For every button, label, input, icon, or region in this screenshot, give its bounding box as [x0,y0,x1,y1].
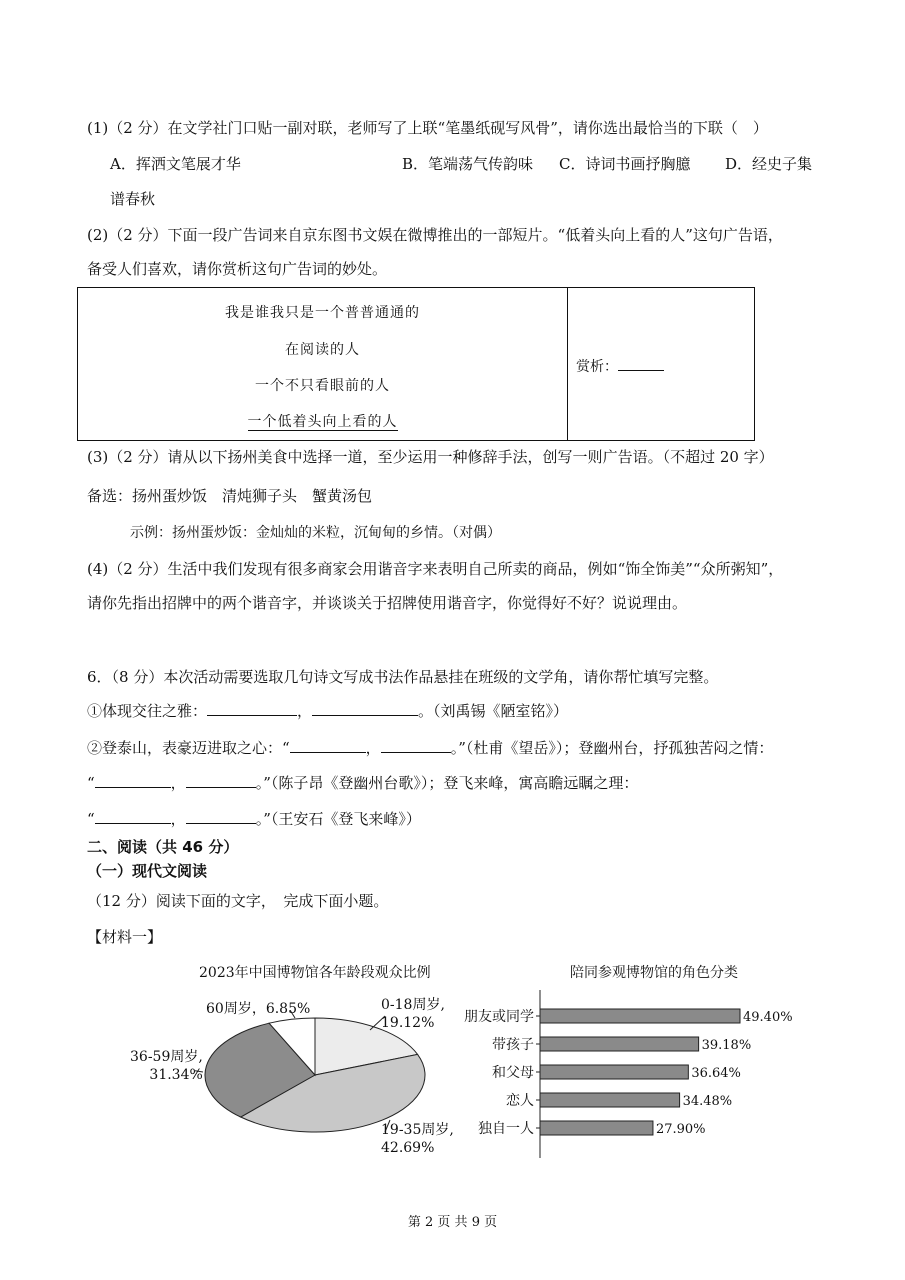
pie-label-19-35 [381,1121,454,1157]
q1-option-d[interactable]: D．经史子集 [725,155,813,173]
bar-value-label: 39.18% [701,1038,752,1053]
bar-category-label: 和父母 [492,1065,534,1081]
bar-0 [540,1009,740,1023]
bar-2 [540,1065,688,1079]
q6-item3-open: “ [87,774,95,792]
pie-label-19-35-val: 42.69% [381,1140,435,1156]
pie-label-60-text: 60周岁，6.85% [206,1001,311,1017]
q3-example: 示例：扬州蛋炒饭：金灿灿的米粒，沉甸甸的乡情。（对偶） [130,525,501,541]
bar-category-label: 独自一人 [478,1121,534,1137]
q4-line1: (4)（2 分）生活中我们发现有很多商家会用谐音字来表明自己所卖的商品，例如“饰全饰美”“众所粥知”， [87,560,784,578]
q6-item4-sep: ， [170,810,186,828]
pie-label-60 [206,1000,310,1018]
q6-blank-2[interactable] [312,701,418,716]
q2-line1: (2)（2 分）下面一段广告词来自京东图书文娱在微博推出的一部短片。“低着头向上看的人”这句广告语， [87,226,783,244]
q6-item4-open: “ [87,810,95,828]
page-footer: 第 2 页 共 9 页 [407,1215,498,1230]
poem-line-1: 我是谁我只是一个普普通通的 [225,305,420,321]
pie-label-19-35-cat: 19-35周岁, [381,1122,454,1138]
q6-blank-4[interactable] [381,738,451,753]
q6-item2-prefix: ②登泰山，表豪迈进取之心：“ [87,739,290,757]
q4-line2: 请你先指出招牌中的两个谐音字，并谈谈关于招牌使用谐音字，你觉得好不好？说说理由。 [87,594,688,612]
bar-value-label: 49.40% [743,1010,793,1025]
bar-1 [540,1037,699,1051]
bar-3 [540,1093,680,1107]
q6-blank-8[interactable] [186,809,256,824]
poem-line-4-text: 一个低着头向上看的人 [247,414,398,430]
q1-stem: (1)（2 分）在文学社门口贴一副对联，老师写了上联“笔墨纸砚写风骨”，请你选出最恰当的下联（ ） [87,119,768,137]
poem-line-2: 在阅读的人 [285,342,360,358]
bar-chart [460,990,840,1160]
poem-line-4 [78,411,567,431]
bar-chart-title: 陪同参观博物馆的角色分类 [570,965,738,981]
analysis-label: 赏析： [576,359,618,375]
bar-value-label: 27.90% [655,1122,706,1137]
pie-label-0-18 [381,996,445,1032]
q6-item2-suffix: 。”（杜甫《望岳》）；登幽州台，抒孤独苦闷之情： [450,739,774,757]
bar-category-label: 朋友或同学 [464,1009,534,1025]
section-title: 二、阅读（共 46 分） [87,838,239,856]
bar-4 [540,1121,653,1135]
q6-item-1 [87,700,568,722]
q6-blank-5[interactable] [95,773,171,788]
section-intro: （12 分）阅读下面的文字， 完成下面小题。 [87,892,389,910]
q2-line2: 备受人们喜欢，请你赏析这句广告词的妙处。 [87,260,388,278]
q6-blank-1[interactable] [207,701,297,716]
analysis-cell [576,356,664,376]
pie-label-0-18-val: 19.12% [381,1015,435,1031]
q6-item1-sep: ， [297,702,313,720]
q6-item-2 [87,737,773,759]
pie-label-36-59-val: 31.34% [149,1067,203,1083]
bar-value-label: 34.48% [682,1094,733,1109]
pie-chart-title: 2023年中国博物馆各年龄段观众比例 [199,965,431,981]
q6-blank-6[interactable] [186,773,256,788]
q3-options: 备选：扬州蛋炒饭 清炖狮子头 蟹黄汤包 [87,487,373,505]
q3-stem: (3)（2 分）请从以下扬州美食中选择一道，至少运用一种修辞手法，创写一则广告语。（不超过 20 字） [87,448,774,466]
q6-item3-suffix: 。”（陈子昂《登幽州台歌》）；登飞来峰，寓高瞻远瞩之理： [255,774,639,792]
pie-label-0-18-cat: 0-18周岁, [381,997,445,1013]
bar-value-label: 36.64% [691,1066,741,1081]
q6-item4-suffix: 。”（王安石《登飞来峰》） [255,810,421,828]
table-divider [567,288,568,440]
material-label: 【材料一】 [87,928,163,946]
bar-category-label: 恋人 [506,1093,534,1109]
q6-item2-sep: ， [365,739,381,757]
pie-label-36-59 [130,1048,203,1084]
ad-table [77,287,755,441]
q1-option-d-cont: 谱春秋 [110,190,156,208]
q6-blank-3[interactable] [290,738,366,753]
q6-item1-suffix: 。（刘禹锡《陋室铭》） [418,702,569,720]
section-subtitle: （一）现代文阅读 [87,862,208,880]
pie-label-36-59-cat: 36-59周岁, [130,1049,203,1065]
bar-category-label: 带孩子 [492,1037,534,1053]
q6-item3-sep: ， [170,774,186,792]
q6-item-3 [87,772,638,794]
analysis-blank[interactable] [618,356,664,371]
q6-item1-prefix: ①体现交往之雅： [87,702,208,720]
q1-option-c[interactable]: C．诗词书画抒胸臆 [559,155,691,173]
poem-line-3: 一个不只看眼前的人 [255,378,390,394]
q1-option-b[interactable]: B．笔端荡气传韵味 [402,155,534,173]
q1-option-a[interactable]: A．挥洒文笔展才华 [110,155,241,173]
q6-item-4 [87,808,421,830]
q6-blank-7[interactable] [95,809,171,824]
q6-stem: 6．（8 分）本次活动需要选取几句诗文写成书法作品悬挂在班级的文学角，请你帮忙填写完整。 [87,668,719,686]
